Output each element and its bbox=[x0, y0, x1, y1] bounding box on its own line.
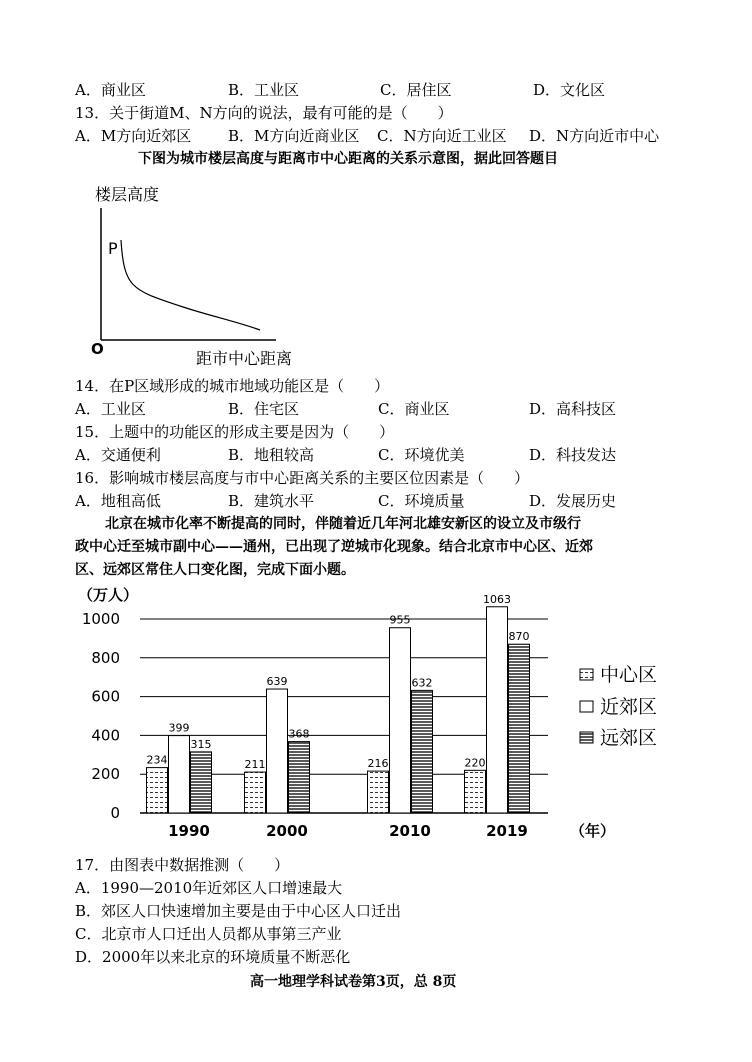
legend-label: 中心区 bbox=[600, 664, 658, 686]
legend-label: 远郊区 bbox=[600, 727, 658, 749]
q14-option-c: C．商业区 bbox=[378, 400, 450, 418]
q13-option-a: A．M方向近郊区 bbox=[75, 127, 192, 145]
q17-option-c: C．北京市人口迁出人员都从事第三产业 bbox=[75, 925, 342, 943]
q15-option-c: C．环境优美 bbox=[378, 446, 465, 464]
q12-option-b: B．工业区 bbox=[228, 81, 300, 99]
bar-value-label: 234 bbox=[146, 753, 168, 767]
y-tick-label: 0 bbox=[110, 804, 120, 822]
bar-outer-suburb bbox=[509, 644, 530, 813]
graph-origin: O bbox=[91, 340, 104, 358]
graph-y-label: 楼层高度 bbox=[95, 185, 160, 204]
q13-option-b: B．M方向近商业区 bbox=[228, 127, 360, 145]
bar-value-label: 220 bbox=[464, 756, 486, 770]
population-bar-chart bbox=[0, 580, 752, 848]
bar-value-label: 870 bbox=[508, 630, 530, 644]
bar-value-label: 1063 bbox=[483, 592, 511, 606]
bar-outer-suburb bbox=[191, 752, 212, 813]
bar-value-label: 632 bbox=[411, 676, 433, 690]
chart-intro-line3: 区、远郊区常住人口变化图，完成下面小题。 bbox=[75, 562, 355, 578]
q15-option-d: D．科技发达 bbox=[529, 446, 617, 464]
bar-value-label: 216 bbox=[367, 757, 389, 771]
x-tick-label: 2019 bbox=[486, 822, 528, 840]
q17-option-a: A．1990—2010年近郊区人口增速最大 bbox=[75, 879, 343, 897]
bar-value-label: 368 bbox=[288, 727, 310, 741]
q13-option-c: C．N方向近工业区 bbox=[377, 127, 507, 145]
q15-option-b: B．地租较高 bbox=[228, 446, 315, 464]
y-tick-label: 1000 bbox=[81, 610, 120, 628]
graph-intro: 下图为城市楼层高度与距离市中心距离的关系示意图，据此回答题目 bbox=[138, 151, 558, 167]
graph-x-label: 距市中心距离 bbox=[196, 349, 293, 368]
q16-option-d: D．发展历史 bbox=[529, 492, 617, 510]
y-tick-label: 800 bbox=[91, 648, 120, 667]
bar-outer-suburb bbox=[289, 742, 310, 813]
q17-option-d: D．2000年以来北京的环境质量不断恶化 bbox=[75, 948, 351, 966]
bar-central bbox=[245, 772, 266, 813]
bar-central bbox=[147, 768, 168, 813]
legend-swatch bbox=[580, 732, 593, 743]
q14-option-a: A．工业区 bbox=[75, 400, 146, 418]
q14-option-b: B．住宅区 bbox=[228, 400, 300, 418]
q16-option-a: A．地租高低 bbox=[75, 492, 161, 510]
q12-option-a: A．商业区 bbox=[75, 81, 146, 99]
page-footer: 高一地理学科试卷第3页，总 8页 bbox=[250, 974, 457, 990]
y-tick-label: 200 bbox=[91, 765, 120, 784]
chart-x-unit: （年） bbox=[570, 822, 616, 840]
chart-y-unit: （万人） bbox=[78, 586, 139, 604]
bar-inner-suburb bbox=[169, 736, 190, 813]
bar-outer-suburb bbox=[412, 690, 433, 813]
x-tick-label: 1990 bbox=[168, 822, 210, 840]
bar-inner-suburb bbox=[390, 628, 411, 813]
q16-stem: 16．影响城市楼层高度与市中心距离关系的主要区位因素是（ ） bbox=[75, 469, 530, 487]
q17-stem: 17．由图表中数据推测（ ） bbox=[75, 856, 290, 874]
bar-value-label: 315 bbox=[190, 737, 212, 751]
bar-value-label: 639 bbox=[266, 675, 288, 689]
q16-option-b: B．建筑水平 bbox=[228, 492, 315, 510]
bar-central bbox=[368, 771, 389, 813]
chart-intro-line1: 北京在城市化率不断提高的同时，伴随着近几年河北雄安新区的设立及市级行 bbox=[105, 516, 581, 532]
q13-stem: 13．关于街道M、N方向的说法，最有可能的是（ ） bbox=[75, 104, 453, 122]
q12-option-d: D．文化区 bbox=[533, 81, 606, 99]
q12-option-c: C．居住区 bbox=[380, 81, 452, 99]
legend-swatch bbox=[580, 669, 593, 680]
chart-intro-line2: 政中心迁至城市副中心——通州，已出现了逆城市化现象。结合北京市中心区、近郊 bbox=[75, 539, 593, 555]
height-curve bbox=[121, 240, 260, 330]
y-tick-label: 400 bbox=[91, 726, 120, 745]
floor-height-graph bbox=[80, 178, 320, 370]
bar-value-label: 955 bbox=[389, 613, 411, 627]
y-tick-label: 600 bbox=[91, 687, 120, 706]
bar-inner-suburb bbox=[487, 607, 508, 813]
graph-point-p: P bbox=[108, 239, 118, 258]
q16-option-c: C．环境质量 bbox=[378, 492, 465, 510]
q13-option-d: D．N方向近市中心 bbox=[529, 127, 660, 145]
legend-label: 近郊区 bbox=[600, 696, 658, 718]
q15-stem: 15．上题中的功能区的形成主要是因为（ ） bbox=[75, 423, 395, 441]
q14-option-d: D．高科技区 bbox=[529, 400, 617, 418]
bar-value-label: 399 bbox=[168, 721, 190, 735]
bar-central bbox=[465, 770, 486, 813]
q17-option-b: B．郊区人口快速增加主要是由于中心区人口迁出 bbox=[75, 902, 402, 920]
legend-swatch bbox=[580, 701, 593, 712]
q15-option-a: A．交通便利 bbox=[75, 446, 161, 464]
bar-inner-suburb bbox=[267, 689, 288, 813]
q14-stem: 14．在P区域形成的城市地域功能区是（ ） bbox=[75, 377, 390, 395]
bar-value-label: 211 bbox=[244, 758, 266, 772]
x-tick-label: 2010 bbox=[389, 822, 431, 840]
x-tick-label: 2000 bbox=[266, 822, 308, 840]
